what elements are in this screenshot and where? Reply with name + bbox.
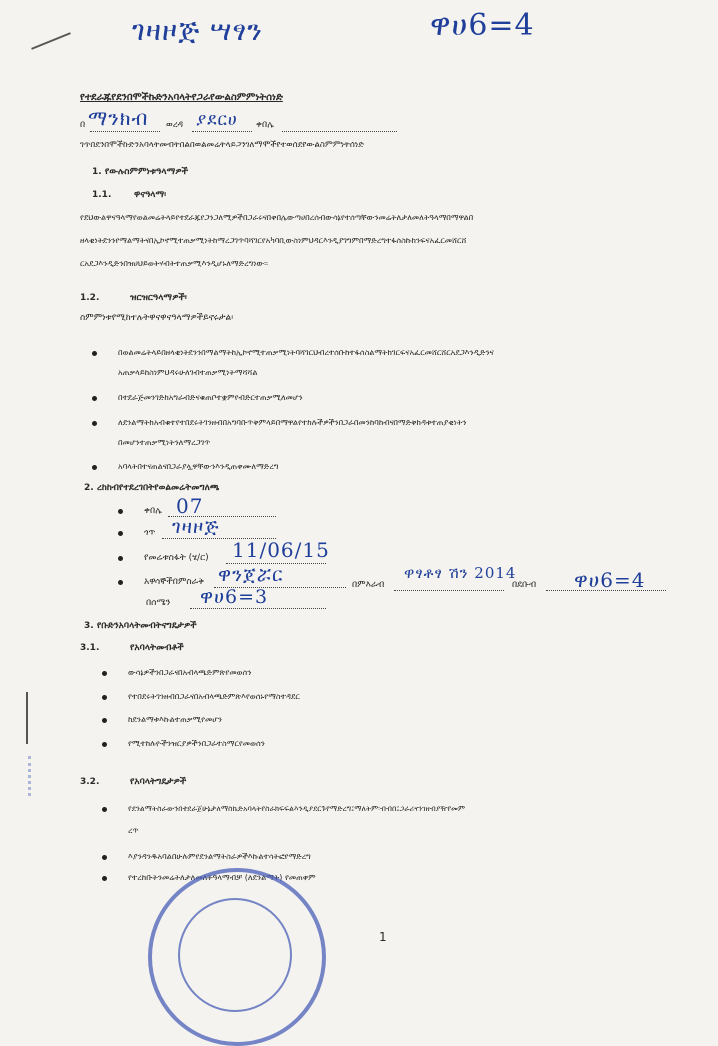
section-1-2-bullet-2: በተደራጅመንገድከአግራብድናቁጠቦተቋምየብድርተጠቃሚለመሆን bbox=[118, 393, 303, 402]
section-3-2-bullet-2: እያንዳንዱአባልበሁሉምየደንልማትስራዎችእኩልተሳትፎየማድረግ bbox=[128, 852, 311, 861]
section-1-2-bullet-3-line2: በመሆንተጠቃሚነትንለማረጋገጥ bbox=[118, 438, 211, 447]
section-1-2-bullet-1-line2: አጠቃላይከስነምህዳሩሁለገብተጠቃሚነትማሻሻል bbox=[118, 368, 258, 377]
section-1-1-para-line1: የደህውልዋናዓላማየወልመሬትላይየተደራጁየጋንጋለሚዎችበጋራሩናበቀበሌውጣሀበረሰብውሳኔየተሰጣቸውንመሬትለታለመለትዓላማበማዋልበ bbox=[80, 213, 474, 222]
official-stamp-inner-ring bbox=[178, 898, 292, 1012]
section-3-2-bullet-3: የተረከቡትንመሬትለታለመለትዓላማብቻ (ለደንልማት) የመጠቀም bbox=[128, 873, 316, 882]
document-title: የተደራጁየደንበሞችኩድንአባላትየጋራየውልስምምነትሰነድ bbox=[80, 92, 283, 103]
section-3-1-bullet-3: ከደንልማቱእኩልተጠቃሚየመሆን bbox=[128, 715, 222, 724]
section-3-2-bullet-1-line1: የደንልማትስራውንበተደራጀሁኔታለማስኬድአባላትየስራክፍፍልእንዲያደርጉየማድረግ፤ማለትም፡ብብበ፤ጋራሪናንገዘብያዥየመም bbox=[128, 804, 466, 813]
handwritten-south: ዋሀ6=4 bbox=[574, 568, 646, 592]
section-3-2-bullet-1-line2: ረጥ bbox=[128, 826, 139, 835]
section-1-2-bullet-1-line1: በወልመሬትላይበዘላቂነትደንንበማልማትከኢኮኖሚተጠቃሚነትባሻገርህብረተሰቡከተፋሰስልማትከገርፍናአፈርመሸርሸርአደጋእንዲድንና bbox=[118, 348, 494, 357]
section-3-1-number: 3.1. bbox=[80, 643, 100, 653]
section-2-title: 2. ረከከብየተደረገበትየወልመሬትመግለጫ bbox=[84, 483, 220, 493]
parent-line bbox=[192, 131, 252, 132]
land-north-line bbox=[190, 608, 326, 609]
section-3-1-bullet-4: የሚተከሉዮችንዝርያዎችንበጋራተስማርየመወሰን bbox=[128, 739, 265, 748]
official-stamp bbox=[148, 868, 326, 1046]
scan-edge-mark bbox=[26, 692, 28, 744]
land-east-label: አዋሳኞችበምስራቅ bbox=[144, 577, 205, 587]
section-1-1-para-line3: ርአደጋእንዲድንበዝሀህይወትሃብትተጠቃሚእንዲሆኑለማድረግነው፡፡ bbox=[80, 259, 268, 268]
section-1-2-number: 1.2. bbox=[80, 293, 100, 303]
stamp-smudge bbox=[28, 756, 53, 796]
land-west-label: በምእራብ bbox=[352, 580, 385, 590]
handwritten-north: ዋሀ6=3 bbox=[200, 586, 269, 608]
handwritten-name: ማንክብ bbox=[88, 106, 149, 130]
section-1-1-title: ዋናዓላማ፡ bbox=[134, 190, 167, 200]
section-3-1-bullet-1: ውሳኔዎችንበጋራናበአብላጫድምጽየመወሰን bbox=[128, 668, 252, 677]
handwritten-kebele: 07 bbox=[176, 494, 204, 518]
kebele-label: ቀበሌ bbox=[256, 120, 274, 130]
land-kebele-label: ቀበሌ bbox=[144, 506, 162, 516]
scan-pen-stroke bbox=[31, 32, 71, 50]
page-number: 1 bbox=[379, 930, 387, 944]
section-3-1-bullet-2: የተበደሩትገንዘብበጋራናበአብላጫድምጽእየወሰኑየማስተዳደር bbox=[128, 692, 300, 701]
name-label: በ bbox=[80, 120, 86, 130]
section-1-2-title: ዝርዝርዓላማዎች፡ bbox=[130, 293, 187, 303]
handwritten-goti: ገዛዞጅ bbox=[172, 516, 220, 538]
section-1-1-para-line2: ዘላቂነትደንንየማልማትናበኢኮኖሚተጠቃሚነትከማረጋገጥባሻገርየአካባቢውስነምህዳርእንዲያገግምበማድረግተፋሰስኩከንፍናአፈርመሸርሸ bbox=[80, 236, 467, 245]
section-3-2-title: የአባላትግዴታዎች bbox=[130, 777, 187, 787]
section-1-2-bullet-4: አባላትበተናጠልናበጋራያሏዋቸውንእንዲጠቀሙለማድረግ bbox=[118, 462, 279, 471]
handwritten-east: ዋንጀሯር bbox=[218, 564, 284, 586]
section-1-2-intro: ስምምነቱየሚከተሉትዋናዋናዓላማዎችይኖሩታል፡ bbox=[80, 313, 234, 323]
handwritten-size: 11/06/15 bbox=[232, 538, 330, 562]
kebele-line bbox=[282, 131, 397, 132]
section-1-title: 1. የውሉስምምነቱዓላማዎች bbox=[92, 167, 188, 177]
land-south-label: በደቡብ bbox=[512, 580, 537, 590]
land-size-label: የመሬቱስፋት (ሄ/ር) bbox=[144, 553, 209, 563]
land-west-line bbox=[394, 590, 504, 591]
land-goti-label: ጎጥ bbox=[144, 528, 156, 538]
name-line bbox=[90, 131, 160, 132]
section-3-2-number: 3.2. bbox=[80, 777, 100, 787]
handwritten-top-right: ዋሀ6=4 bbox=[430, 8, 535, 43]
handwritten-west: ዋፃቶፃ ሽን 2014 bbox=[404, 564, 517, 582]
section-1-1-number: 1.1. bbox=[92, 190, 112, 200]
handwritten-parent: ያደርሀ bbox=[196, 110, 238, 130]
intro-line: ገጥበደንበሞችኩድንአባላትመብትበልበወልመሬትላይጋንገለማሞችየተወሰደየውልስምምነትሰነድ bbox=[80, 140, 365, 150]
land-north-label: በሰሜን bbox=[146, 598, 171, 608]
section-3-1-title: የአባላትመብቶች bbox=[130, 643, 184, 653]
section-3-title: 3. የቡድንአባላትመብትናግዴታዎች bbox=[84, 621, 197, 631]
section-1-2-bullet-3-line1: ለደንልማትከአብቁተየተበደሩትገንዘብበአግባቡጥቅምላይበማዋልየተከሉችዎችንበጋራበመንከባከብናበማድቅከዳቱተጠያቂነትን bbox=[118, 418, 467, 427]
handwritten-top-left: ገዛዞጅ ሣፃን bbox=[132, 14, 263, 47]
parent-label: ወረዳ bbox=[166, 120, 184, 130]
